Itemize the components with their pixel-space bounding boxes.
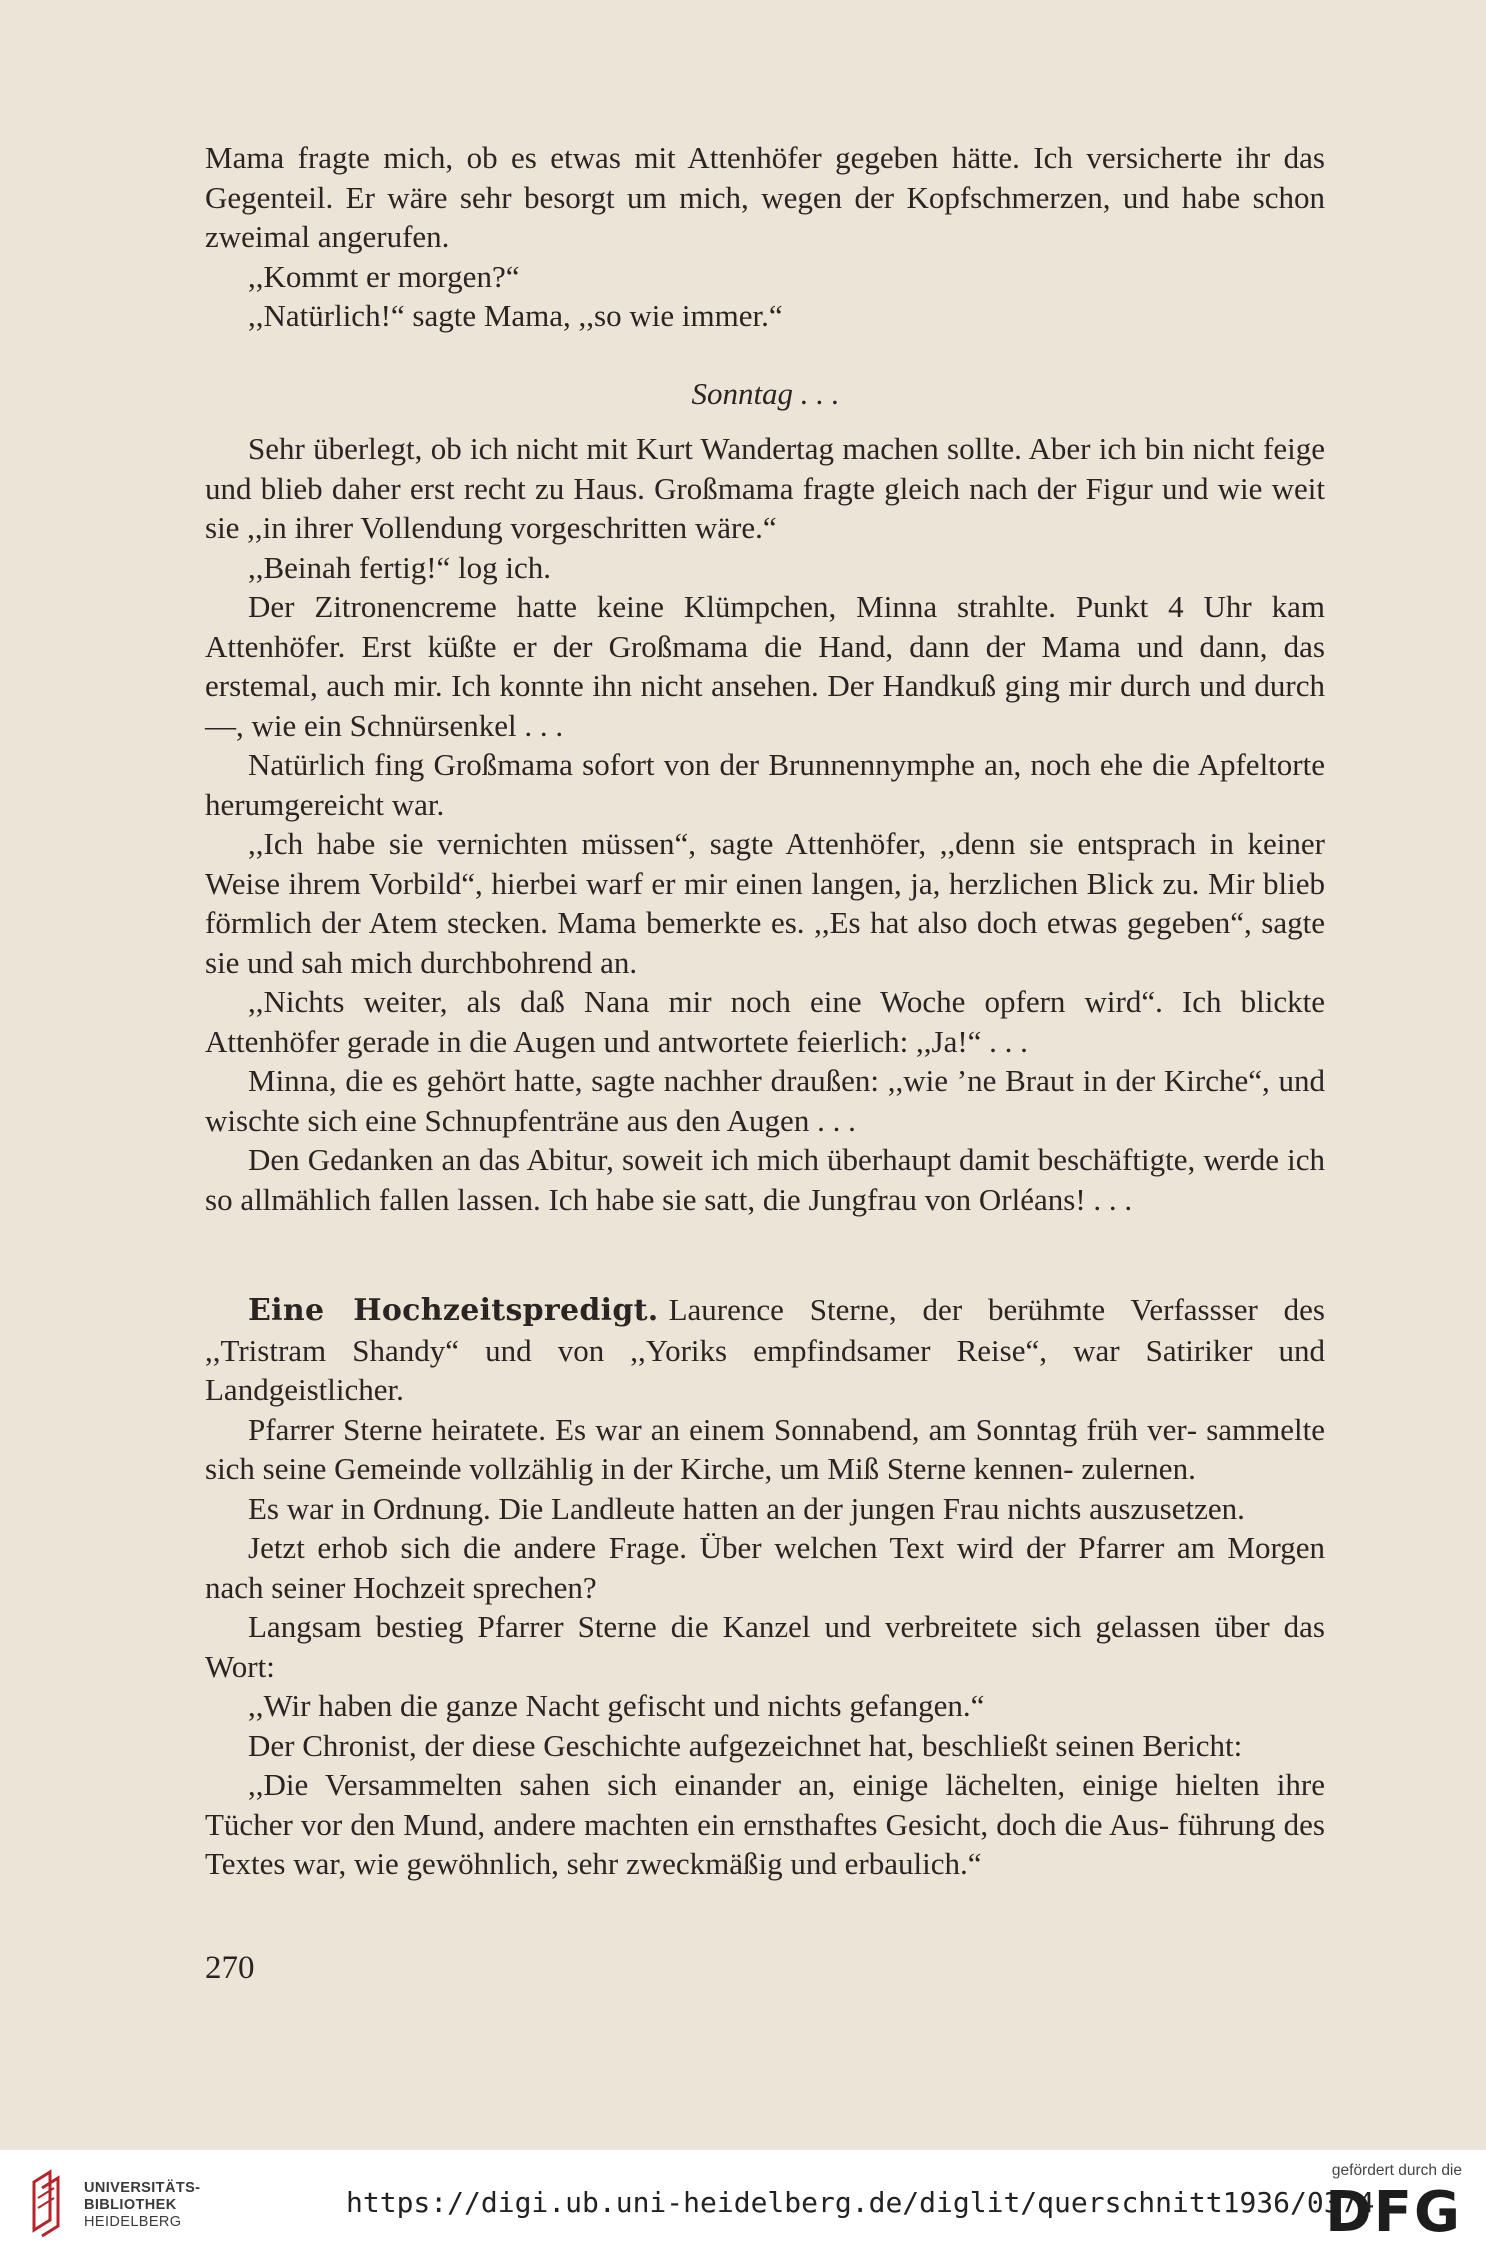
paragraph: Minna, die es gehört hatte, sagte nachher draußen: ,,wie ’ne Braut in der Kirche“, und wischte sich eine Schnupfenträne aus den Augen . . . xyxy=(205,1063,1325,1138)
article-title: Eine Hochzeitspredigt. xyxy=(248,1293,659,1328)
library-name xyxy=(84,2180,200,2231)
article-intro: Laurence Sterne, der berühmte Verfassser des ,,Tristram Shandy“ und von ,,Yoriks empfindsamer Reise“, war Satiriker und Landgeistlicher. xyxy=(205,1292,1325,1407)
paragraph: ,,Natürlich!“ sagte Mama, ,,so wie immer.“ xyxy=(248,298,783,333)
section-heading: Sonntag . . . xyxy=(691,376,840,411)
paragraph: Den Gedanken an das Abitur, soweit ich mich überhaupt damit beschäftigte, werde ich so allmählich fallen lassen. Ich habe sie satt, die Jungfrau von Orléans! . . . xyxy=(205,1142,1325,1217)
paragraph: Sehr überlegt, ob ich nicht mit Kurt Wandertag machen sollte. Aber ich bin nicht feige und blieb daher erst recht zu Haus. Großmama fragte gleich nach der Figur und wie weit sie ,,in ihrer Vollendung vorgeschritten wäre.“ xyxy=(205,431,1325,545)
permalink-url[interactable]: https://digi.ub.uni-heidelberg.de/diglit/querschnitt1936/0374 xyxy=(346,2186,1375,2219)
dfg-logo: DFG xyxy=(1325,2180,1462,2245)
library-name-line: UNIVERSITÄTS- xyxy=(84,2180,201,2196)
paragraph: Der Chronist, der diese Geschichte aufgezeichnet hat, beschließt seinen Bericht: xyxy=(248,1727,1243,1763)
page-number: 270 xyxy=(205,1950,255,1986)
paragraph: ,,Nichts weiter, als daß Nana mir noch eine Woche opfern wird“. Ich blickte Attenhöfer gerade in die Augen und antwortete feierlich: ,,Ja!“ . . . xyxy=(205,984,1325,1059)
text-section-2 xyxy=(205,429,1325,1219)
funding-notice xyxy=(1325,2162,1462,2244)
paragraph: Jetzt erhob sich die andere Frage. Über welchen Text wird der Pfarrer am Morgen nach seiner Hochzeit sprechen? xyxy=(205,1530,1325,1605)
funding-note: gefördert durch die xyxy=(1331,2162,1462,2179)
paragraph: ,,Beinah fertig!“ log ich. xyxy=(248,549,552,585)
paragraph: ,,Ich habe sie vernichten müssen“, sagte Attenhöfer, ,,denn sie entsprach in keiner Weise ihrem Vorbild“, hierbei warf er mir einen langen, ja, herzlichen Blick zu. Mir blieb förmlich der Atem stecken. Mama bemerkte es. ,,Es hat also doch etwas gegeben“, sagte sie und sah mich durchbohrend an. xyxy=(205,826,1325,980)
viewer-footer xyxy=(0,2150,1486,2257)
library-name-line: HEIDELBERG xyxy=(84,2214,182,2230)
library-name-line: BIBLIOTHEK xyxy=(84,2197,177,2213)
paragraph: Mama fragte mich, ob es etwas mit Attenhöfer gegeben hätte. Ich versicherte ihr das Gegenteil. Er wäre sehr besorgt um mich, wegen der Kopfschmerzen, und habe schon zweimal angerufen. xyxy=(205,140,1325,254)
paragraph: Es war in Ordnung. Die Landleute hatten an der jungen Frau nichts auszusetzen. xyxy=(248,1490,1245,1526)
paragraph: Natürlich fing Großmama sofort von der Brunnennymphe an, noch ehe die Apfeltorte herumgereicht war. xyxy=(205,747,1325,822)
paragraph: ,,Wir haben die ganze Nacht gefischt und nichts gefangen.“ xyxy=(248,1688,985,1723)
text-section-1 xyxy=(205,138,1325,336)
library-logo-icon xyxy=(28,2168,70,2238)
paragraph: Langsam bestieg Pfarrer Sterne die Kanzel und verbreitete sich gelassen über das Wort: xyxy=(205,1609,1325,1684)
article-hochzeitspredigt xyxy=(205,1290,1325,1884)
paragraph: ,,Kommt er morgen?“ xyxy=(248,258,520,294)
paragraph: Pfarrer Sterne heiratete. Es war an einem Sonnabend, am Sonntag früh ver‑ sammelte sich seine Gemeinde vollzählig in der Kirche, um Miß Sterne kennen‑ zulernen. xyxy=(205,1411,1325,1486)
paragraph: Der Zitronencreme hatte keine Klümpchen, Minna strahlte. Punkt 4 Uhr kam Attenhöfer. Erst küßte er der Großmama die Hand, dann der Mama und dann, das erstemal, auch mir. Ich konnte ihn nicht ansehen. Der Handkuß ging mir durch und durch —, wie ein Schnürsenkel . . . xyxy=(205,589,1325,743)
article-intro-paragraph xyxy=(205,1290,1325,1410)
paragraph: ,,Die Versammelten sahen sich einander an, einige lächelten, einige hielten ihre Tücher vor den Mund, andere machten ein ernsthaftes Gesicht, doch die Aus‑ führung des Textes war, wie gewöhnlich, sehr zweckmäßig und erbaulich.“ xyxy=(205,1767,1325,1881)
